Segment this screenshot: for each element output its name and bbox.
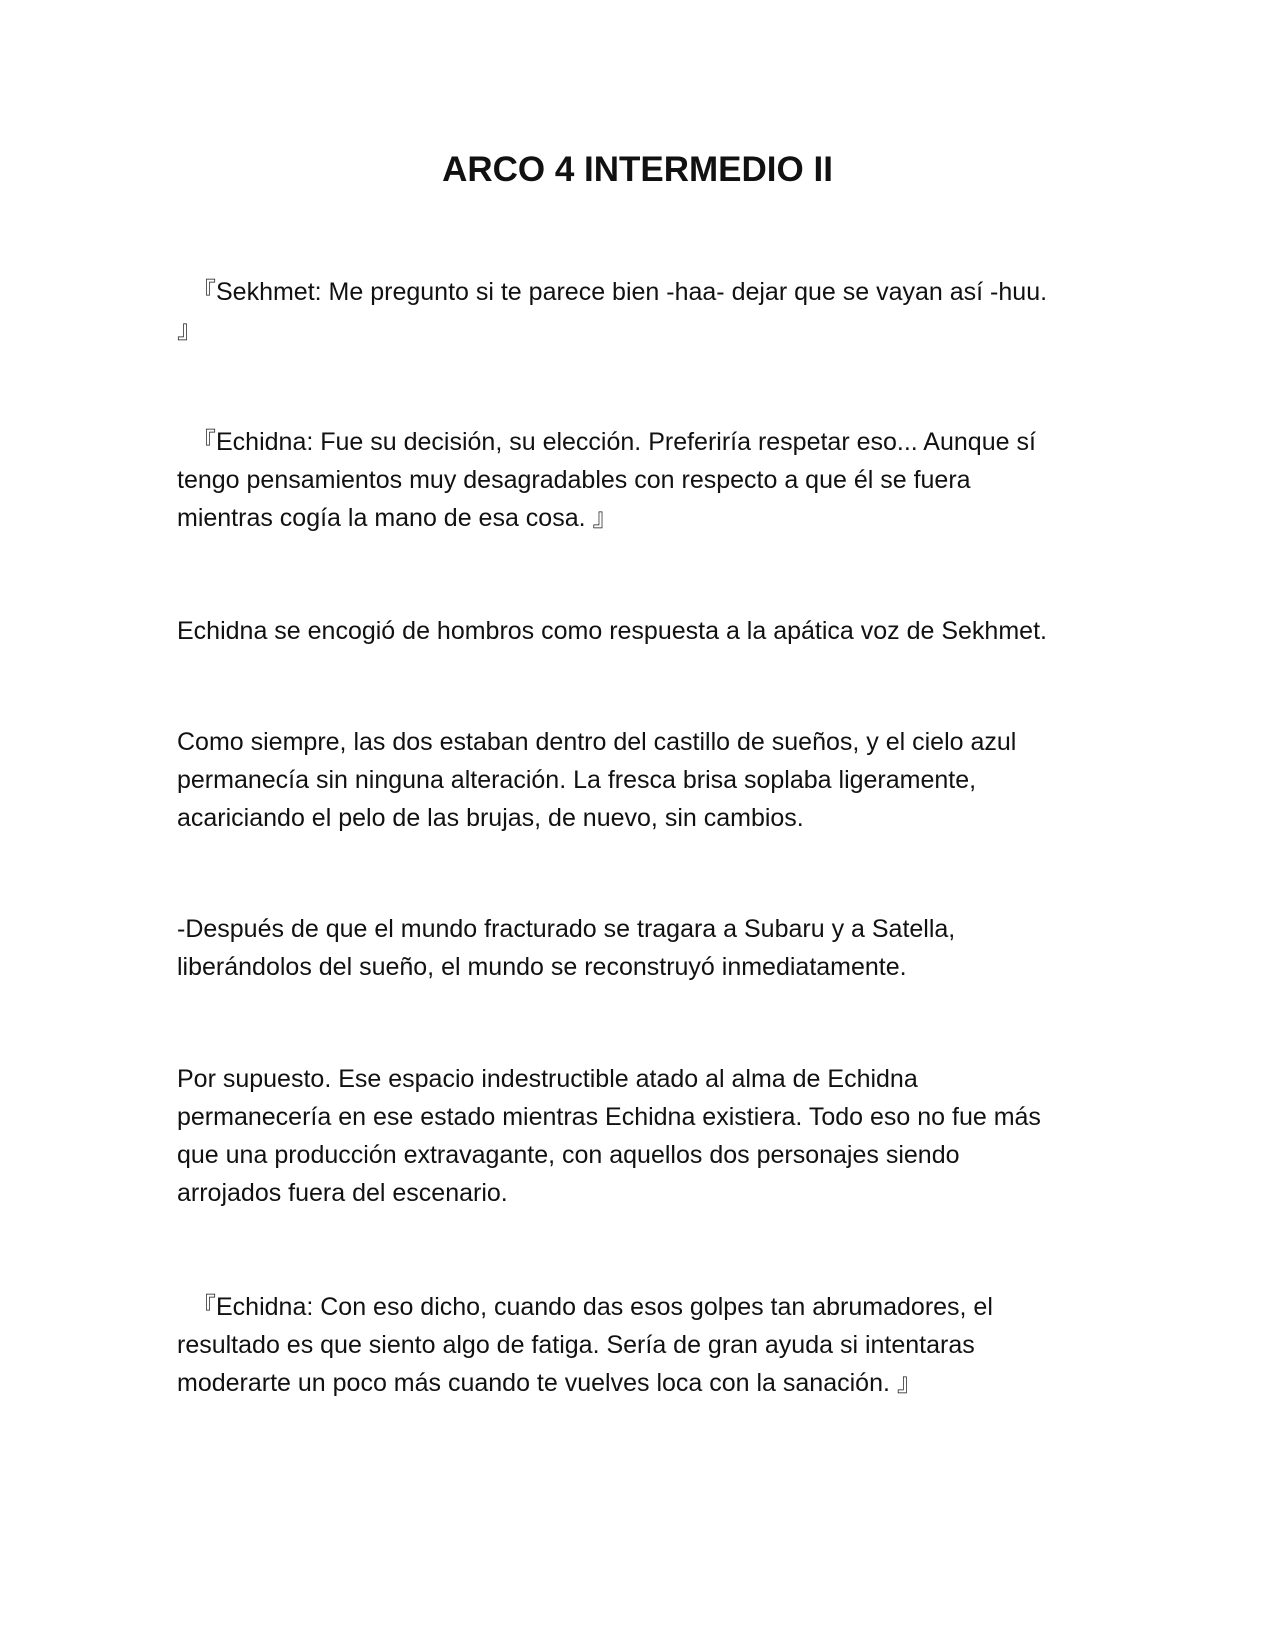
text-line: arrojados fuera del escenario.	[177, 1179, 508, 1207]
paragraph-echidna-fatigue	[177, 1288, 1117, 1402]
text-line: -Después de que el mundo fracturado se tragara a Subaru y a Satella,	[177, 915, 956, 943]
page-title: ARCO 4 INTERMEDIO II	[442, 150, 833, 189]
text-line: mientras cogía la mano de esa cosa. 』	[177, 504, 618, 532]
paragraph-sekhmet-question	[177, 273, 1117, 349]
text-line: liberándolos del sueño, el mundo se reconstruyó inmediatamente.	[177, 953, 907, 981]
paragraph-indestructible-space	[177, 1060, 1117, 1212]
paragraph-dream-castle	[177, 723, 1117, 837]
text-line: acariciando el pelo de las brujas, de nuevo, sin cambios.	[177, 804, 804, 832]
text-line: 『Echidna: Con eso dicho, cuando das esos golpes tan abrumadores, el	[191, 1293, 993, 1321]
text-line: 『Sekhmet: Me pregunto si te parece bien -haa- dejar que se vayan así -huu.	[191, 278, 1048, 306]
text-line: 』	[177, 316, 203, 344]
text-line: que una producción extravagante, con aquellos dos personajes siendo	[177, 1141, 960, 1169]
text-line: resultado es que siento algo de fatiga. Sería de gran ayuda si intentaras	[177, 1331, 975, 1359]
paragraph-world-rebuilt	[177, 910, 1117, 986]
text-line: 『Echidna: Fue su decisión, su elección. Preferiría respetar eso... Aunque sí	[191, 428, 1036, 456]
text-line: Echidna se encogió de hombros como respuesta a la apática voz de Sekhmet.	[177, 617, 1047, 645]
paragraph-echidna-reply	[177, 423, 1117, 537]
text-line: moderarte un poco más cuando te vuelves loca con la sanación. 』	[177, 1369, 922, 1397]
text-line: permanecería en ese estado mientras Echidna existiera. Todo eso no fue más	[177, 1103, 1041, 1131]
text-line: permanecía sin ninguna alteración. La fresca brisa soplaba ligeramente,	[177, 766, 977, 794]
text-line: Por supuesto. Ese espacio indestructible atado al alma de Echidna	[177, 1065, 918, 1093]
text-line: Como siempre, las dos estaban dentro del castillo de sueños, y el cielo azul	[177, 728, 1017, 756]
text-line: tengo pensamientos muy desagradables con respecto a que él se fuera	[177, 466, 971, 494]
paragraph-shrug	[177, 612, 1117, 650]
